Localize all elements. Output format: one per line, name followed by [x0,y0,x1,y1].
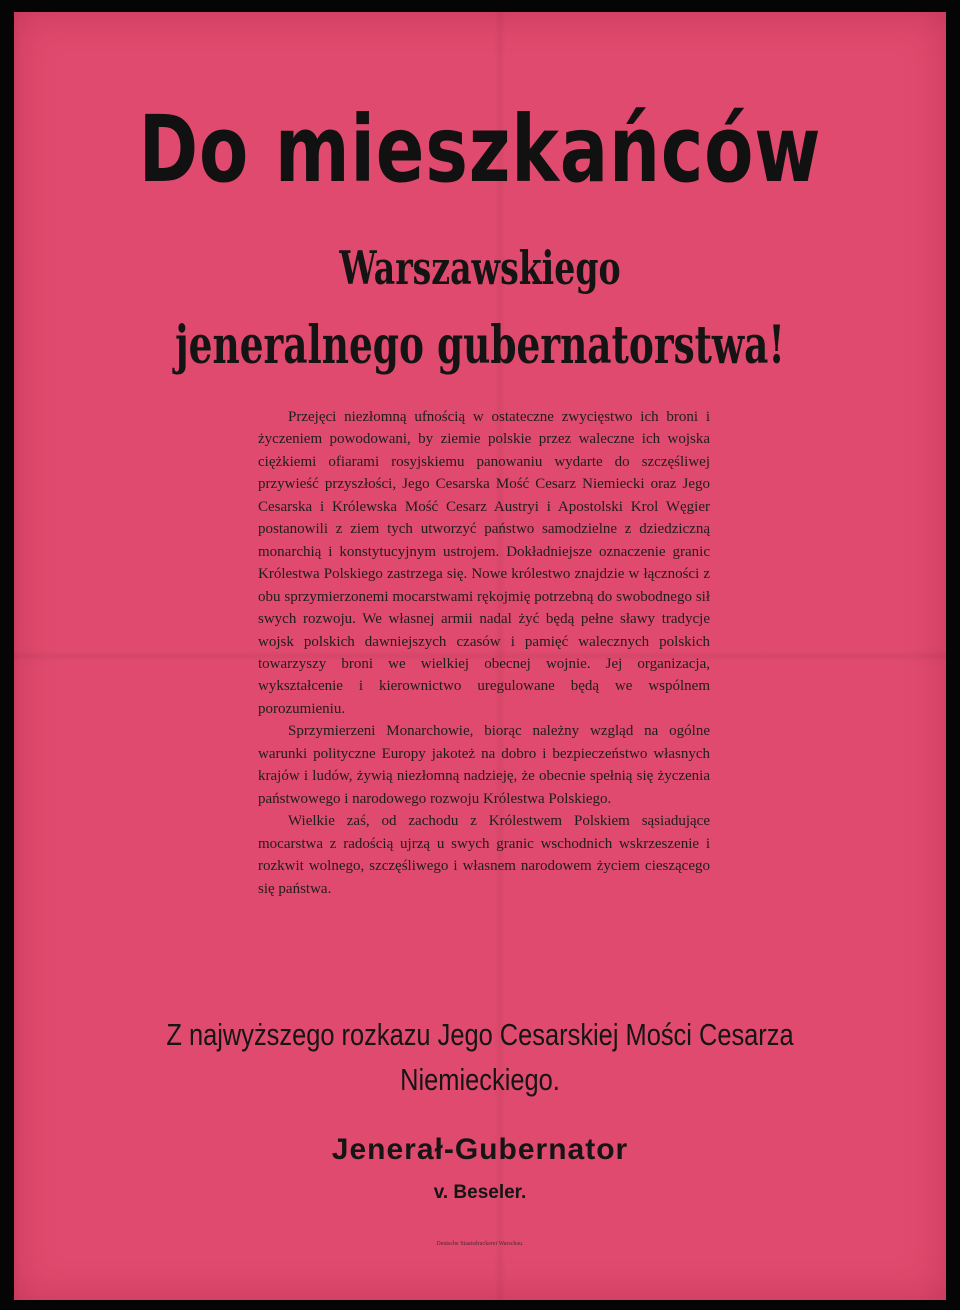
body-paragraph-1: Przejęci niezłomną ufnością w ostateczne zwycięstwo ich broni i życzeniem powodowani, by ziemie polskie przez waleczne ich wojska ciężkiemi ofiarami rosyjskiemu panowaniu wydarte do szczęśliwej przywieść przyszłości, Jego Cesarska Mość Cesarz Niemiecki oraz Jego Cesarska i Królewska Mość Cesarz Austryi i Apostolski Krol Węgier postanowili z ziem tych utworzyć państwo samodzielne z dziedziczną monarchią i konstytucyjnym ustrojem. Dokładniejsze oznaczenie granic Królestwa Polskiego zastrzega się. Nowe królestwo znajdzie w łączności z obu sprzymierzonemi mocarstwami rękojmię potrzebną do swobodnego sił swych rozwoju. We własnej armii nadal żyć będą pełne sławy tradycje wojsk polskich dawniejszych czasów i pamięć walecznych polskich towarzyszy broni we wielkiej obecnej wojnie. Jej organizacja, wykształcenie i kierownictwo uregulowane będą we wspólnem porozumieniu. [258,409,710,717]
poster-subtitle-line1: Warszawskiego [339,241,621,295]
poster-subtitle-line2: jeneralnego gubernatorstwa! [175,315,785,376]
signer-name: v. Beseler. [433,1182,527,1203]
poster-title: Do mieszkańców [138,96,822,203]
command-line-1: Z najwyższego rozkazu Jego Cesarskiej Mości Cesarza [166,1017,794,1052]
signer-title: Jenerał-Gubernator [331,1133,629,1166]
proclamation-body [258,406,710,900]
command-line-2: Niemieckiego. [400,1062,560,1097]
poster-sheet [14,12,946,1300]
body-paragraph-2: Sprzymierzeni Monarchowie, biorąc należny wzgląd na ogólne warunki polityczne Europy jakoteż na dobro i bezpieczeństwo własnych krajów i ludów, żywią niezłomną nadzieję, że obecnie spełnią się życzenia państwowego i narodowego rozwoju Królestwa Polskiego. [258,723,710,807]
command-statement [98,1012,862,1102]
body-paragraph-3: Wielkie zaś, od zachodu z Królestwem Polskiem sąsiadujące mocarstwa z radością ujrzą u swych granic wschodnich wskrzeszenie i rozkwit wolnego, szczęśliwego i własnem narodowem życiem cieszącego się państwa. [258,813,710,897]
printer-imprint: Deutsche Staatsdruckerei Warschau. [436,1241,524,1247]
